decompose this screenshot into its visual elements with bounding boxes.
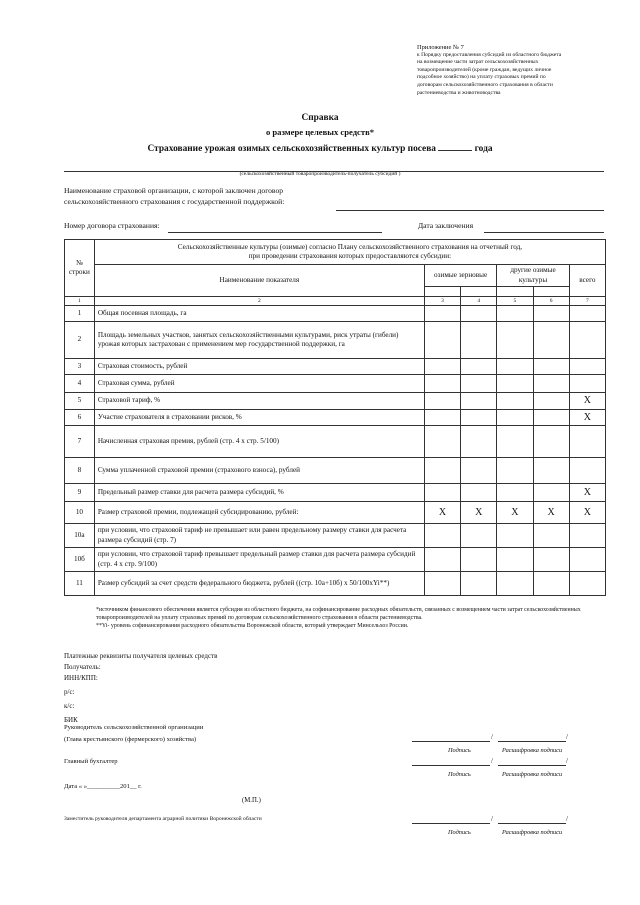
table-row (65, 572, 606, 596)
col-number: 7 (569, 297, 605, 306)
header-subcell (533, 287, 569, 297)
separator: / (491, 815, 493, 823)
contract-date-label: Дата заключения (418, 221, 474, 230)
header-subcell (461, 287, 497, 297)
value-cell[interactable] (424, 306, 460, 322)
value-cell[interactable] (461, 359, 497, 375)
stamp-place: (М.П.) (242, 797, 261, 804)
value-cell[interactable] (461, 426, 497, 458)
row-number: 11 (65, 572, 95, 596)
decode-caption: Расшифровка подписи (502, 829, 563, 836)
bank-details (64, 651, 217, 726)
not-applicable-mark: Х (569, 484, 605, 502)
table-row (65, 393, 606, 410)
table-row (65, 524, 606, 548)
value-cell[interactable] (497, 322, 533, 359)
value-cell[interactable] (461, 458, 497, 484)
col-number: 6 (533, 297, 569, 306)
not-applicable-mark: Х (497, 502, 533, 524)
head-signature-field[interactable] (412, 741, 490, 742)
decode-caption: Расшифровка подписи (502, 771, 563, 778)
appendix-line: растениеводства и животноводства (417, 89, 501, 96)
subsidy-table (64, 239, 606, 596)
header-subcell (497, 287, 533, 297)
contract-date-field[interactable] (484, 232, 604, 233)
header-crops-line2: при проведении страхования которых предоставляются субсидии: (248, 252, 452, 260)
date-line[interactable]: Дата « »__________201__ г. (64, 783, 142, 790)
row-number: 7 (65, 426, 95, 458)
table-row (65, 359, 606, 375)
value-cell[interactable] (424, 359, 460, 375)
contract-number-field[interactable] (168, 232, 382, 233)
value-cell[interactable] (497, 548, 533, 572)
value-cell[interactable] (497, 306, 533, 322)
head-title-2: (Глава крестьянского (фермерского) хозяйства) (64, 736, 197, 743)
table-row (65, 548, 606, 572)
indicator-name: Страховая сумма, рублей (94, 375, 424, 393)
row-number: 10 (65, 502, 95, 524)
header-crops-line1: Сельскохозяйственные культуры (озимые) согласно Плану сельскохозяйственного страхования на отчетный год, (177, 242, 523, 251)
head-title (64, 722, 203, 746)
value-cell[interactable] (497, 393, 533, 410)
indicator-name: Начисленная страховая премия, рублей (стр. 4 х стр. 5/100) (94, 426, 424, 458)
not-applicable-mark: Х (569, 393, 605, 410)
row-number: 10а (65, 524, 95, 548)
value-cell[interactable] (533, 484, 569, 502)
not-applicable-mark: Х (461, 502, 497, 524)
head-title-1: Руководитель сельскохозяйственной организации (64, 724, 204, 731)
value-cell[interactable] (569, 548, 605, 572)
row-number: 3 (65, 359, 95, 375)
value-cell[interactable] (461, 410, 497, 426)
value-cell[interactable] (497, 524, 533, 548)
header-row-no: № строки (65, 240, 95, 297)
header-total: всего (569, 265, 605, 297)
value-cell[interactable] (424, 458, 460, 484)
appendix-note (417, 44, 602, 97)
value-cell[interactable] (497, 458, 533, 484)
footnote-2: **Yi- уровень софинансирования расходного обязательства Воронежской области, который утверждает Минсельхоз России. (96, 623, 409, 629)
value-cell[interactable] (497, 426, 533, 458)
insurer-label-1: Наименование страховой организации, с которой заключен договор (64, 186, 284, 195)
not-applicable-mark: Х (569, 410, 605, 426)
value-cell[interactable] (461, 322, 497, 359)
value-cell[interactable] (424, 322, 460, 359)
value-cell[interactable] (533, 359, 569, 375)
indicator-name: Участие страхователя в страховании рисков, % (94, 410, 424, 426)
head-decode-field[interactable] (498, 741, 566, 742)
value-cell[interactable] (424, 484, 460, 502)
doc-subtitle: о размере целевых средств* (265, 127, 375, 137)
table-row (65, 375, 606, 393)
appendix-line: подсобное хозяйство) на уплату страховых премий по (417, 74, 546, 81)
separator: / (566, 815, 568, 823)
bank-rs-label: р/с: (64, 688, 75, 696)
value-cell[interactable] (497, 484, 533, 502)
indicator-name: Предельный размер ставки для расчета размера субсидий, % (94, 484, 424, 502)
value-cell[interactable] (569, 524, 605, 548)
year-blank[interactable] (438, 142, 472, 151)
indicator-name: при условии, что страховой тариф не превышает или равен предельному размеру ставки для расчета размера субсидий (стр. 7) (94, 524, 424, 548)
header-other-winter: другие озимые культуры (497, 265, 569, 287)
row-number: 2 (65, 322, 95, 359)
appendix-line: договорам сельскохозяйственного страхования в области (417, 81, 553, 88)
separator: / (491, 733, 493, 741)
table-row (65, 322, 606, 359)
recipient-caption: (сельскохозяйственный товаропроизводитель-получатель субсидий ) (239, 171, 401, 177)
footnote-1: *источником финансового обеспечения является субсидия из областного бюджета, на софинансирование расходных обязательств, связанных с возмещением части затрат сельскохозяйственных товаропроизводителей на уплату страховых премий по договорам сельскохозяйственного страхования в области растениеводства. (96, 607, 581, 621)
value-cell[interactable] (569, 359, 605, 375)
value-cell[interactable] (497, 359, 533, 375)
heading-text: Страхование урожая озимых сельскохозяйственных культур посева (147, 144, 436, 154)
separator: / (491, 757, 493, 765)
value-cell[interactable] (424, 375, 460, 393)
indicator-name: Сумма уплаченной страховой премии (страхового взноса), рублей (94, 458, 424, 484)
value-cell[interactable] (461, 393, 497, 410)
value-cell[interactable] (497, 375, 533, 393)
value-cell[interactable] (461, 484, 497, 502)
value-cell[interactable] (424, 572, 460, 596)
sign-caption: Подпись (448, 747, 471, 754)
separator: / (566, 757, 568, 765)
col-number: 3 (424, 297, 460, 306)
value-cell[interactable] (461, 306, 497, 322)
value-cell[interactable] (533, 548, 569, 572)
appendix-line: к Порядку предоставления субсидий из областного бюджета (417, 51, 562, 58)
sign-caption: Подпись (448, 829, 471, 836)
table-row (65, 410, 606, 426)
value-cell[interactable] (497, 572, 533, 596)
col-number: 2 (94, 297, 424, 306)
col-number: 5 (497, 297, 533, 306)
row-number: 10б (65, 548, 95, 572)
row-number: 6 (65, 410, 95, 426)
value-cell[interactable] (461, 524, 497, 548)
separator: / (566, 733, 568, 741)
insurer-field[interactable] (336, 210, 604, 211)
bank-recipient-label: Получатель: (64, 663, 101, 671)
value-cell[interactable] (497, 410, 533, 426)
bank-ks-label: к/с: (64, 702, 75, 710)
value-cell[interactable] (461, 572, 497, 596)
bank-bik-label: БИК (64, 716, 78, 724)
row-number: 1 (65, 306, 95, 322)
column-number-row (65, 297, 606, 306)
not-applicable-mark: Х (533, 502, 569, 524)
value-cell[interactable] (569, 426, 605, 458)
value-cell[interactable] (569, 322, 605, 359)
not-applicable-mark: Х (569, 502, 605, 524)
accountant-title: Главный бухгалтер (64, 758, 118, 765)
doc-heading-line (0, 142, 640, 154)
header-crops (94, 240, 605, 265)
deputy-signature-field[interactable] (412, 823, 490, 824)
doc-title: Справка (301, 113, 339, 123)
table-row (65, 484, 606, 502)
deputy-title: Заместитель руководителя департамента аграрной политики Воронежской области (64, 816, 262, 822)
table-row (65, 306, 606, 322)
row-number: 8 (65, 458, 95, 484)
heading-year-word: года (474, 144, 493, 154)
value-cell[interactable] (424, 426, 460, 458)
value-cell[interactable] (533, 393, 569, 410)
accountant-signature-field[interactable] (412, 765, 490, 766)
value-cell[interactable] (533, 410, 569, 426)
appendix-line: товаропроизводителей (кроме граждан, ведущих личное (417, 66, 552, 73)
value-cell[interactable] (461, 548, 497, 572)
table-row (65, 426, 606, 458)
value-cell[interactable] (569, 458, 605, 484)
indicator-name: Площадь земельных участков, занятых сельскохозяйственными культурами, риск утраты (гибели) урожая которых застрахован с применением мер государственной поддержки, га (94, 322, 424, 359)
sign-caption: Подпись (448, 771, 471, 778)
appendix-line: на возмещение части затрат сельскохозяйственных (417, 59, 539, 66)
contract-number-label: Номер договора страхования: (64, 221, 160, 230)
value-cell[interactable] (533, 572, 569, 596)
value-cell[interactable] (533, 375, 569, 393)
row-number: 4 (65, 375, 95, 393)
col-number: 1 (65, 297, 95, 306)
value-cell[interactable] (424, 548, 460, 572)
bank-title: Платежные реквизиты получателя целевых средств (64, 652, 218, 660)
footnotes (96, 606, 602, 630)
not-applicable-mark: Х (424, 502, 460, 524)
accountant-decode-field[interactable] (498, 765, 566, 766)
header-winter-grain: озимые зерновые (424, 265, 496, 287)
value-cell[interactable] (569, 572, 605, 596)
value-cell[interactable] (569, 306, 605, 322)
header-subcell (424, 287, 460, 297)
indicator-name: Размер страховой премии, подлежащей субсидированию, рублей: (94, 502, 424, 524)
decode-caption: Расшифровка подписи (502, 747, 563, 754)
col-number: 4 (461, 297, 497, 306)
table-row (65, 458, 606, 484)
deputy-decode-field[interactable] (498, 823, 566, 824)
insurer-label-2: сельскохозяйственного страхования с государственной поддержкой: (64, 197, 285, 206)
value-cell[interactable] (424, 524, 460, 548)
indicator-name: Страховая стоимость, рублей (94, 359, 424, 375)
row-number: 5 (65, 393, 95, 410)
value-cell[interactable] (461, 375, 497, 393)
value-cell[interactable] (533, 524, 569, 548)
indicator-name: Размер субсидий за счет средств федерального бюджета, рублей ((стр. 10а+10б) х 50/100хYi**) (94, 572, 424, 596)
table-row (65, 502, 606, 524)
value-cell[interactable] (424, 410, 460, 426)
indicator-name: Общая посевная площадь, га (94, 306, 424, 322)
value-cell[interactable] (533, 306, 569, 322)
value-cell[interactable] (533, 458, 569, 484)
bank-inn-label: ИНН/КПП: (64, 674, 98, 682)
value-cell[interactable] (424, 393, 460, 410)
indicator-name: при условии, что страховой тариф превышает предельный размер ставки для расчета размера субсидий (стр. 4 х стр. 9/100) (94, 548, 424, 572)
appendix-title: Приложение № 7 (417, 44, 464, 51)
header-indicator: Наименование показателя (94, 265, 424, 297)
value-cell[interactable] (533, 426, 569, 458)
value-cell[interactable] (533, 322, 569, 359)
row-number: 9 (65, 484, 95, 502)
indicator-name: Страховой тариф, % (94, 393, 424, 410)
value-cell[interactable] (569, 375, 605, 393)
